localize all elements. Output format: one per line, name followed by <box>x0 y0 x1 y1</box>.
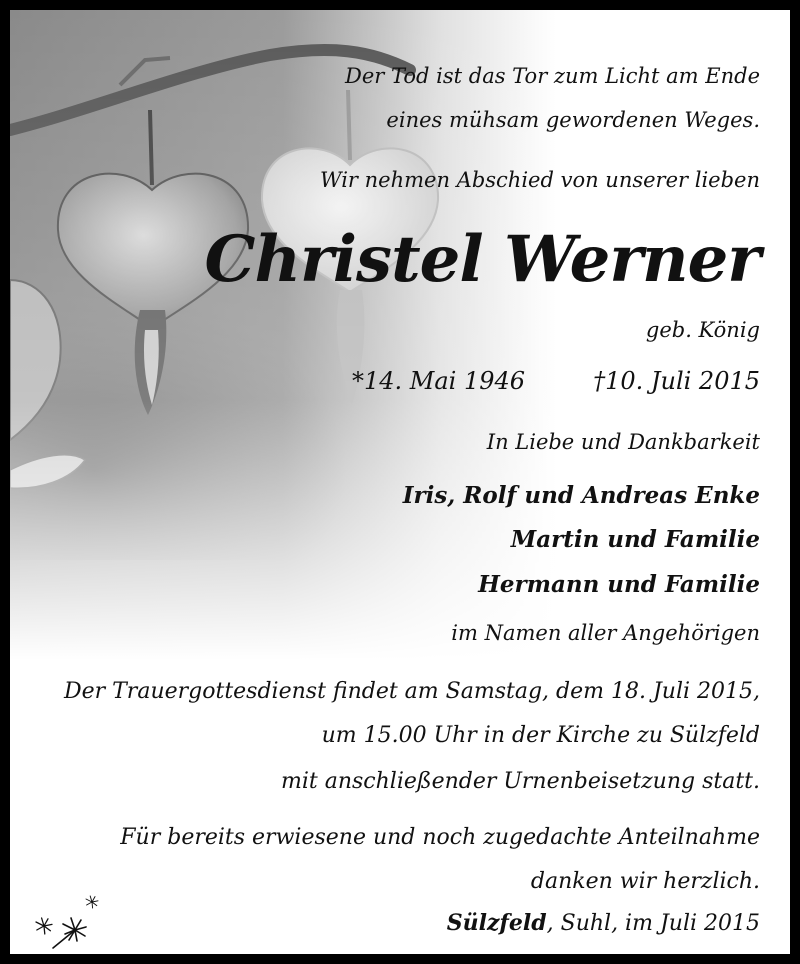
place-date-rest: , Suhl, im Juli 2015 <box>546 911 760 936</box>
thanks-line: Für bereits erwiesene und noch zugedachte Anteilnahme <box>120 825 760 850</box>
deceased-name: Christel Werner <box>204 222 760 297</box>
thanks-line: danken wir herzlich. <box>530 869 760 894</box>
place-name: Sülzfeld <box>446 910 547 936</box>
gratitude-line: In Liebe und Dankbarkeit <box>486 430 760 454</box>
death-date: †10. Juli 2015 <box>593 367 760 395</box>
dandelion-seeds-icon <box>30 890 120 960</box>
quote-line-2: eines mühsam gewordenen Weges. <box>386 108 760 132</box>
mourner-line: Hermann und Familie <box>478 571 760 598</box>
mourner-line: Martin und Familie <box>510 526 760 553</box>
quote-line-1: Der Tod ist das Tor zum Licht am Ende <box>345 64 760 88</box>
birth-date: *14. Mai 1946 <box>352 367 526 395</box>
intro-line: Wir nehmen Abschied von unserer lieben <box>320 168 760 192</box>
mourner-line: Iris, Rolf und Andreas Enke <box>402 482 760 509</box>
service-line: um 15.00 Uhr in der Kirche zu Sülzfeld <box>321 723 760 748</box>
maiden-name: geb. König <box>645 318 760 342</box>
place-date-line <box>447 902 760 945</box>
on-behalf-line: im Namen aller Angehörigen <box>451 621 760 645</box>
service-line: Der Trauergottesdienst findet am Samstag, dem 18. Juli 2015, <box>63 679 760 704</box>
service-line: mit anschließender Urnenbeisetzung statt. <box>280 769 760 794</box>
